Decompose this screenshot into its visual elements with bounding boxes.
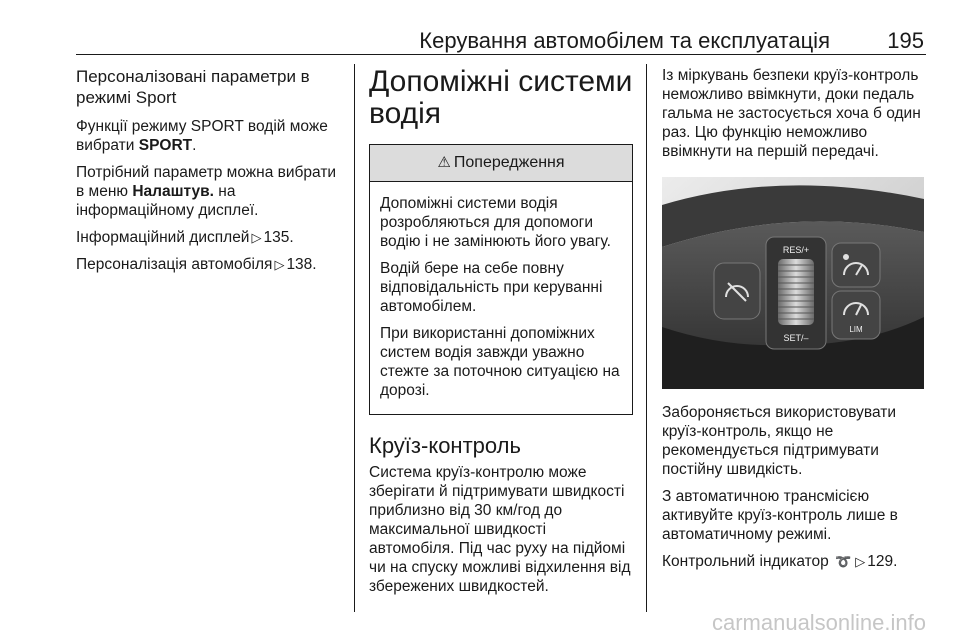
warning-box	[369, 144, 633, 415]
warning-body	[370, 182, 632, 414]
column-divider-1	[354, 64, 355, 612]
automatic-transmission-paragraph: З автоматичною трансмісією активуйте круїз-контроль лише в автоматичному режимі.	[662, 488, 898, 543]
set-label: SET/–	[783, 333, 809, 343]
cruise-control-paragraph: Система круїз-контролю може зберігати й підтримувати швидкості приблизно від 30 км/год до максимальної швидкості автомобіля. Під час руху на підйомі чи на спуску можливі відхилення від збережених швидкостей.	[369, 464, 631, 595]
warning-title: Попередження	[453, 154, 565, 171]
prohibition-paragraph: Забороняється використовувати круїз-контроль, якщо не рекомендується підтримувати постійну швидкість.	[662, 404, 896, 478]
sport-personalization-heading: Персоналізовані параметри в режимі Sport	[76, 67, 310, 107]
settings-paragraph	[76, 163, 348, 220]
reference-arrow-icon: ▷	[855, 554, 866, 569]
warning-triangle-icon: ⚠	[437, 154, 451, 171]
warning-text-3: При використанні допоміжних систем водія завжди уважно стежте за поточною ситуацією на дорозі.	[380, 325, 620, 399]
steering-wheel-controls-photo	[662, 177, 924, 389]
indicator-reference	[662, 552, 930, 571]
cruise-control-heading: Круїз-контроль	[369, 433, 521, 458]
res-label: RES/+	[782, 245, 810, 255]
driver-assistance-heading: Допоміжні системи водія	[369, 65, 633, 130]
column-divider-2	[646, 64, 647, 612]
settings-text: Потрібний параметр можна вибрати в меню	[76, 164, 337, 200]
warning-text-2: Водій бере на себе повну відповідальність при керуванні автомобілем.	[380, 260, 603, 315]
column-2	[369, 66, 633, 604]
lim-label: LIM	[849, 325, 863, 334]
info-display-text: Інформаційний дисплей	[76, 229, 250, 246]
sport-bold-term: SPORT	[138, 137, 193, 154]
settings-menu-term: Налаштув.	[132, 183, 214, 200]
sport-text: Функції режиму SPORT водій може вибрати	[76, 118, 328, 154]
warning-header	[370, 145, 632, 182]
sport-tail: .	[192, 137, 197, 154]
reference-arrow-icon: ▷	[251, 230, 262, 245]
warning-text-1: Допоміжні системи водія розробляються для допомоги водію і не замінюють його увагу.	[380, 195, 611, 250]
info-display-page-ref[interactable]: 135.	[263, 229, 294, 246]
sport-paragraph	[76, 117, 348, 155]
cruise-indicator-icon: ➰	[835, 554, 852, 569]
column-3	[662, 66, 930, 579]
column-1	[76, 66, 348, 282]
page-header-title: Керування автомобілем та експлуатація	[419, 28, 830, 53]
page-number: 195	[887, 28, 924, 53]
settings-tail: на інформаційному дисплеї.	[76, 183, 259, 219]
safety-paragraph: Із міркувань безпеки круїз-контроль неможливо ввімкнути, доки педаль гальма не застосується хоча б один раз. Цю функцію неможливо ввімкнути на першій передачі.	[662, 67, 921, 160]
info-display-reference	[76, 228, 348, 247]
reference-arrow-icon: ▷	[274, 257, 285, 272]
header-rule	[76, 54, 926, 55]
personalization-reference	[76, 255, 348, 274]
watermark: carmanualsonline.info	[711, 610, 926, 635]
personalization-page-ref[interactable]: 138.	[286, 256, 317, 273]
personalization-text: Персоналізація автомобіля	[76, 256, 273, 273]
indicator-text: Контрольний індикатор	[662, 553, 829, 570]
indicator-page-ref[interactable]: 129.	[867, 553, 898, 570]
